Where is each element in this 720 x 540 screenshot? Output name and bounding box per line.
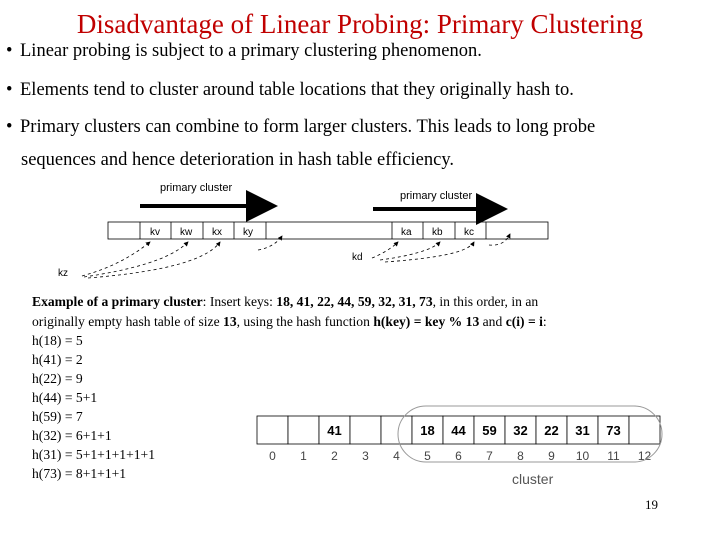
cell-value: 32 — [513, 423, 528, 438]
cell-value: 31 — [575, 423, 590, 438]
cell-ky: ky — [243, 227, 253, 238]
cell-index: 12 — [637, 449, 652, 463]
bullet-2: • Elements tend to cluster around table locations that they originally hash to. — [6, 80, 574, 100]
cell-kb: kb — [432, 227, 443, 238]
hash-table-row — [108, 222, 548, 239]
hash-line: h(41) = 2 — [32, 352, 83, 367]
cell-kw: kw — [180, 227, 193, 238]
cell-value: 44 — [451, 423, 466, 438]
hash-line: h(22) = 9 — [32, 371, 83, 386]
hash-line: h(59) = 7 — [32, 409, 83, 424]
cell-index: 10 — [575, 449, 590, 463]
cell-index: 11 — [607, 449, 620, 463]
hash-line: h(73) = 8+1+1+1 — [32, 466, 127, 481]
hash-line: h(44) = 5+1 — [32, 390, 98, 405]
cell-index: 6 — [455, 449, 462, 463]
bullet-3: • Primary clusters can combine to form larger clusters. This leads to long probe — [6, 117, 596, 137]
cell-index: 1 — [300, 449, 307, 463]
key-kz-label: kz — [58, 268, 68, 279]
hash-line: h(31) = 5+1+1+1+1+1 — [32, 447, 156, 462]
cell-value: 41 — [327, 423, 342, 438]
example-line-1: Example of a primary cluster: Insert keys: 18, 41, 22, 44, 59, 32, 31, 73, in this order, in an — [32, 294, 539, 309]
bullet-1: • Linear probing is subject to a primary clustering phenomenon. — [6, 41, 482, 61]
cell-index: 7 — [486, 449, 493, 463]
table-cell — [257, 416, 288, 444]
cell-value: 73 — [606, 423, 621, 438]
page-number: 19 — [645, 497, 658, 512]
primary-cluster-label-left: primary cluster — [160, 182, 233, 194]
cluster-label: cluster — [512, 471, 554, 487]
slide-title: Disadvantage of Linear Probing: Primary Clustering — [76, 9, 644, 39]
table-cell — [629, 416, 660, 444]
primary-cluster-label-right: primary cluster — [400, 190, 473, 202]
cell-index: 4 — [393, 449, 400, 463]
cell-index: 3 — [362, 449, 369, 463]
cell-kv: kv — [150, 227, 160, 238]
example-line-2: originally empty hash table of size 13, using the hash function h(key) = key % 13 and c(i) = i: — [32, 314, 547, 329]
cell-index: 9 — [548, 449, 555, 463]
cell-value: 22 — [544, 423, 559, 438]
hash-line: h(32) = 6+1+1 — [32, 428, 112, 443]
cell-index: 8 — [517, 449, 524, 463]
cell-kc: kc — [464, 227, 474, 238]
hash-line: h(18) = 5 — [32, 333, 83, 348]
primary-cluster-diagram — [0, 178, 720, 308]
cell-value: 18 — [420, 423, 435, 438]
hash-table-example — [250, 402, 680, 492]
cell-kx: kx — [212, 227, 222, 238]
table-cell — [288, 416, 319, 444]
cell-ka: ka — [401, 227, 412, 238]
table-cell — [381, 416, 412, 444]
cell-value: 59 — [482, 423, 497, 438]
cell-index: 2 — [331, 449, 338, 463]
bullet-3-continuation: sequences and hence deterioration in hash table efficiency. — [21, 150, 455, 170]
table-cell — [350, 416, 381, 444]
cell-index: 5 — [424, 449, 431, 463]
key-kd-label: kd — [352, 252, 363, 263]
cell-index: 0 — [269, 449, 276, 463]
